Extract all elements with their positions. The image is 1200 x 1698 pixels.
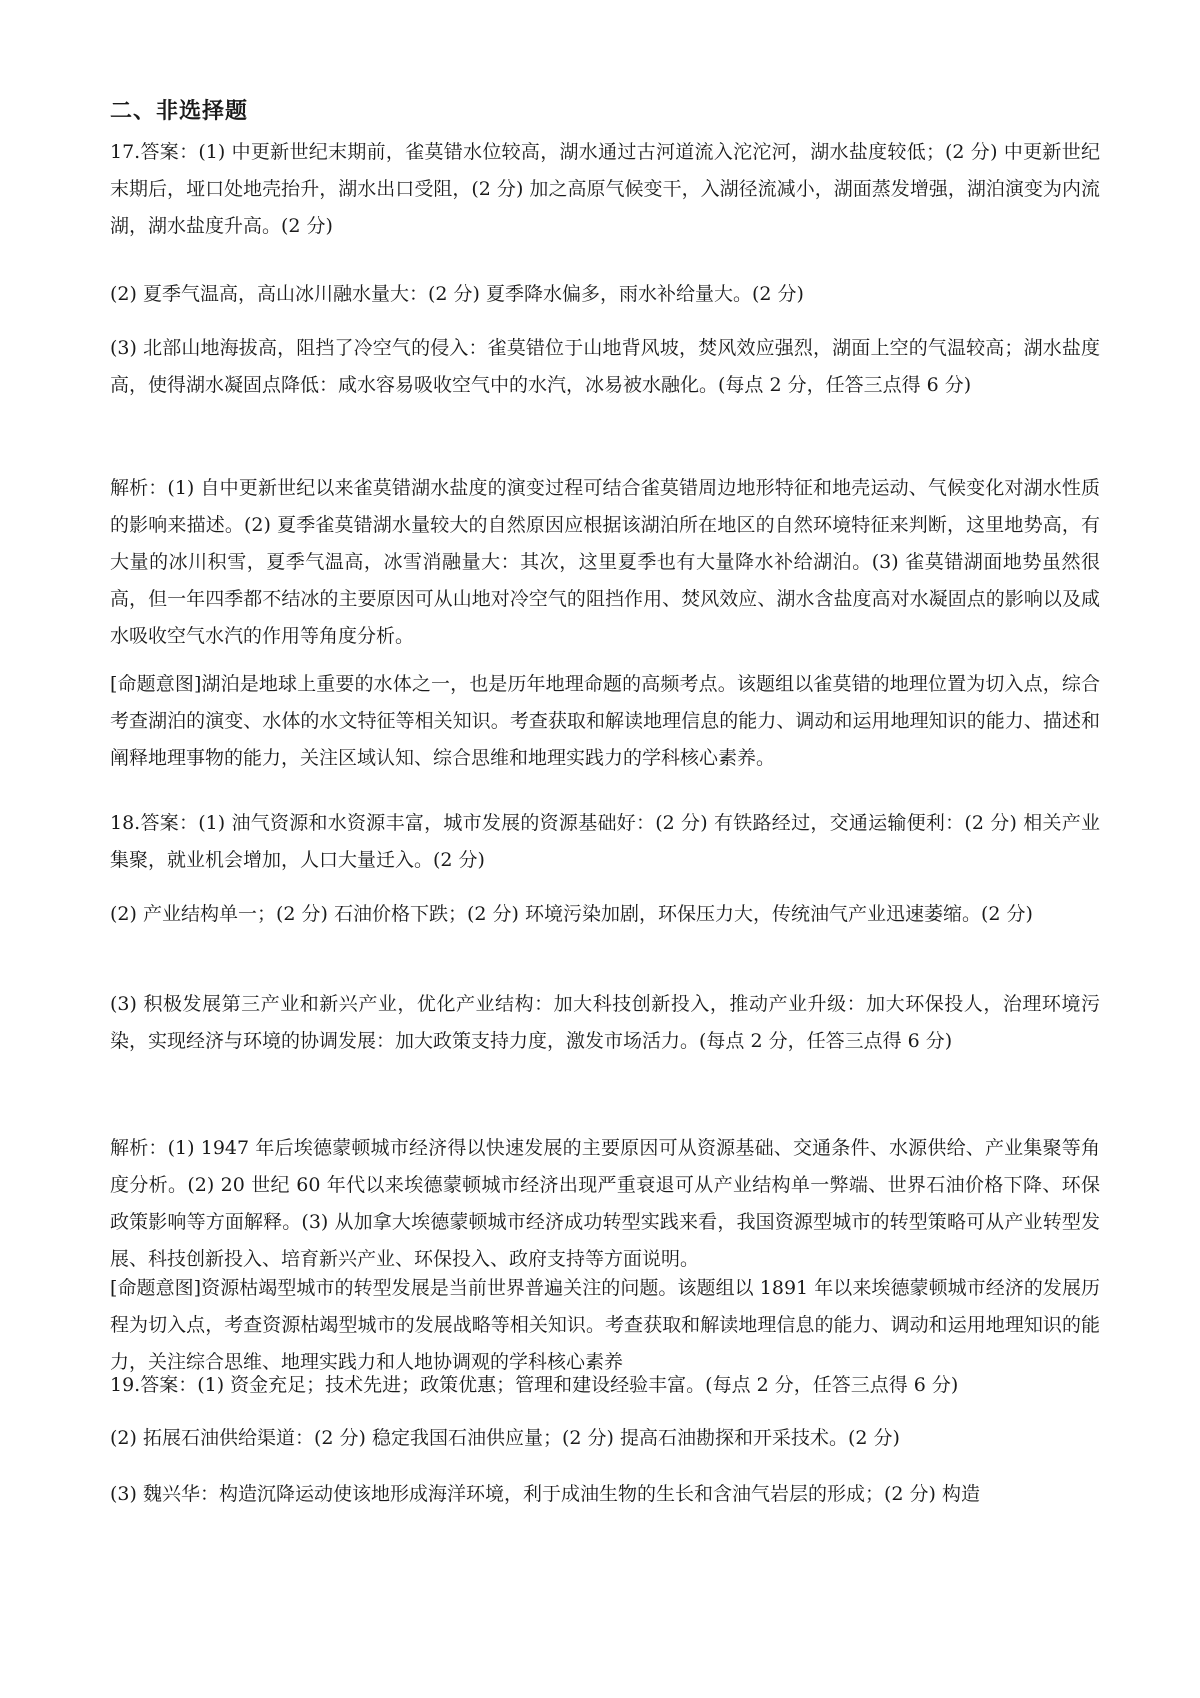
answer-19-part3: (3) 魏兴华：构造沉降运动使该地形成海洋环境，利于成油生物的生长和含油气岩层的形成；(2 分) 构造 bbox=[110, 1483, 980, 1505]
answer-17-part1: 17.答案：(1) 中更新世纪末期前，雀莫错水位较高，湖水通过古河道流入沱沱河，湖水盐度较低；(2 分) 中更新世纪末期后，垭口处地壳抬升，湖水出口受阻，(2 分) 加之高原气候变干，入湖径流减小，湖面蒸发增强，湖泊演变为内流湖，湖水盐度升高。(2 分) bbox=[110, 141, 1100, 237]
answer-19-part1: 19.答案：(1) 资金充足；技术先进；政策优惠；管理和建设经验丰富。(每点 2 分，任答三点得 6 分) bbox=[110, 1374, 959, 1396]
analysis-18: 解析：(1) 1947 年后埃德蒙顿城市经济得以快速发展的主要原因可从资源基础、交通条件、水源供给、产业集聚等角度分析。(2) 20 世纪 60 年代以来埃德蒙顿城市经济出现严重衰退可从产业结构单一弊端、世界石油价格下降、环保政策影响等方面解释。(3) 从加拿大埃德蒙顿城市经济成功转型实践来看，我国资源型城市的转型策略可从产业转型发展、科技创新投入、培育新兴产业、环保投入、政府支持等方面说明。 bbox=[110, 1137, 1100, 1270]
analysis-17: 解析：(1) 自中更新世纪以来雀莫错湖水盐度的演变过程可结合雀莫错周边地形特征和地壳运动、气候变化对湖水性质的影响来描述。(2) 夏季雀莫错湖水量较大的自然原因应根据该湖泊所在地区的自然环境特征来判断，这里地势高，有大量的冰川积雪，夏季气温高，冰雪消融量大：其次，这里夏季也有大量降水补给湖泊。(3) 雀莫错湖面地势虽然很高，但一年四季都不结冰的主要原因可从山地对冷空气的阻挡作用、焚风效应、湖水含盐度高对水凝固点的影响以及咸水吸收空气水汽的作用等角度分析。 bbox=[110, 477, 1100, 647]
answer-19-part2: (2) 拓展石油供给渠道：(2 分) 稳定我国石油供应量；(2 分) 提高石油勘探和开采技术。(2 分) bbox=[110, 1427, 900, 1449]
answer-17-part3: (3) 北部山地海拔高，阻挡了冷空气的侵入：雀莫错位于山地背风坡，焚风效应强烈，湖面上空的气温较高；湖水盐度高，使得湖水凝固点降低：咸水容易吸收空气中的水汽，冰易被水融化。(每点 2 分，任答三点得 6 分) bbox=[110, 337, 1100, 396]
answer-18-part2: (2) 产业结构单一；(2 分) 石油价格下跌；(2 分) 环境污染加剧，环保压力大，传统油气产业迅速萎缩。(2 分) bbox=[110, 903, 1033, 925]
intent-18: [命题意图]资源枯竭型城市的转型发展是当前世界普遍关注的问题。该题组以 1891 年以来埃德蒙顿城市经济的发展历程为切入点，考查资源枯竭型城市的发展战略等相关知识。考查获取和解读地理信息的能力、调动和运用地理知识的能力，关注综合思维、地理实践力和人地协调观的学科核心素养 bbox=[110, 1277, 1100, 1373]
answer-17-part2: (2) 夏季气温高，高山冰川融水量大：(2 分) 夏季降水偏多，雨水补给量大。(2 分) bbox=[110, 283, 804, 305]
answer-18-part3: (3) 积极发展第三产业和新兴产业，优化产业结构：加大科技创新投入，推动产业升级：加大环保投人，治理环境污染，实现经济与环境的协调发展：加大政策支持力度，激发市场活力。(每点 2 分，任答三点得 6 分) bbox=[110, 993, 1100, 1052]
answer-18-part1: 18.答案：(1) 油气资源和水资源丰富，城市发展的资源基础好：(2 分) 有铁路经过，交通运输便利：(2 分) 相关产业集聚，就业机会增加，人口大量迁入。(2 分) bbox=[110, 812, 1100, 871]
section-title: 二、非选择题 bbox=[110, 99, 249, 124]
intent-17: [命题意图]湖泊是地球上重要的水体之一，也是历年地理命题的高频考点。该题组以雀莫错的地理位置为切入点，综合考查湖泊的演变、水体的水文特征等相关知识。考查获取和解读地理信息的能力、调动和运用地理知识的能力、描述和阐释地理事物的能力，关注区域认知、综合思维和地理实践力的学科核心素养。 bbox=[110, 673, 1100, 769]
